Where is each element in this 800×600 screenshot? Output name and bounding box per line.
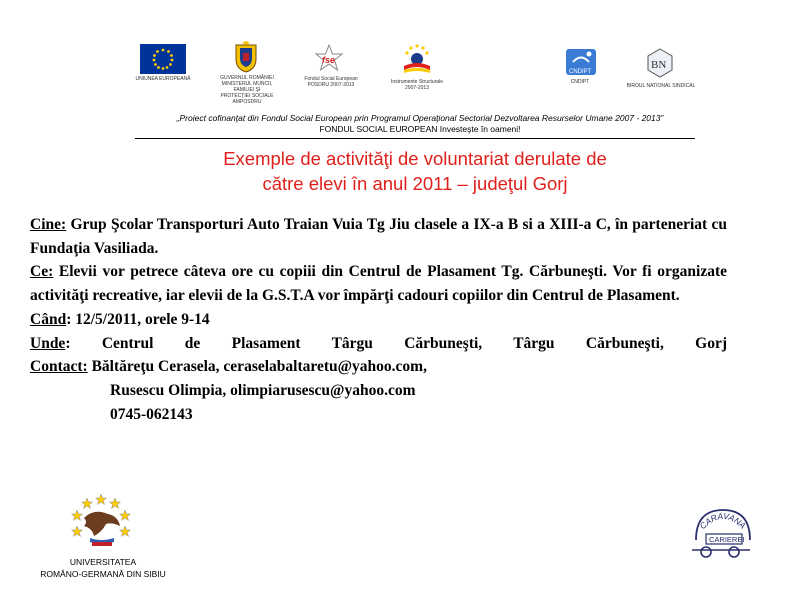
fse-caption: Fondul Social European POSDRU 2007-2013 [304, 76, 358, 88]
svg-text:CNDIPT: CNDIPT [569, 69, 592, 75]
header-divider [135, 138, 695, 139]
ce-paragraph [30, 260, 727, 307]
cine-text: Grup Şcolar Transporturi Auto Traian Vuia Tg Jiu clasele a IX-a B si a XIII-a C, în parteneriat cu Fundaţia Vasiliada. [30, 216, 727, 257]
caravana-top-text: CARAVANA [697, 510, 748, 532]
caravana-carierei-logo [688, 500, 758, 564]
unde-text: : Centrul de Plasament Târgu Cărbuneşti, Târgu Cărbuneşti, Gorj [65, 334, 727, 352]
cand-paragraph [30, 308, 727, 332]
title-line-1: Exemple de activităţi de voluntariat derulate de [223, 148, 607, 169]
unde-paragraph [30, 332, 727, 356]
funding-statement [130, 113, 710, 135]
eu-flag-caption: UNIUNEA EUROPEANĂ [135, 76, 191, 82]
cndipt-caption: CNDIPT [570, 79, 590, 85]
instrumente-structurale-logo [400, 42, 434, 76]
cand-text: : 12/5/2011, orele 9-14 [66, 310, 210, 328]
svg-text:BN: BN [651, 59, 667, 71]
caravana-bottom-text: CARIEREI [709, 535, 745, 544]
cine-paragraph [30, 213, 727, 260]
funding-line-2: FONDUL SOCIAL EUROPEAN Investeşte în oameni! [319, 124, 521, 134]
contact-paragraph [30, 355, 727, 379]
ce-label: Ce: [30, 263, 54, 281]
contact-line-2: Rusescu Olimpia, olimpiarusescu@yahoo.com [110, 381, 416, 399]
contact-line-1: Băltăreţu Cerasela, ceraselabaltaretu@yahoo.com, [87, 358, 427, 376]
funding-line-1: „Proiect cofinanţat din Fondul Social European prin Programul Operaţional Sectorial Dezvoltarea Resurselor Umane 2007 - 2013” [176, 113, 664, 123]
university-line-2: ROMÂNO-GERMANĂ DIN SIBIU [40, 569, 166, 579]
ce-text: Elevii vor petrece câteva ore cu copiii din Centrul de Plasament Tg. Cărbuneşti. Vor fi organizate activităţi recreative, iar elevii de la G.S.T.A vor împărţi cadouri copiilor din Centrul de Plasament. [30, 263, 727, 305]
biroul-national-sindical-logo [645, 48, 675, 78]
activity-details [30, 213, 727, 426]
unde-label: Unde [30, 334, 66, 352]
biroul-national-sindical-caption: BIROUL NATIONAL SINDICAL [626, 83, 696, 89]
contact-label: Contact: [30, 358, 88, 376]
contact-line-3: 0745-062143 [110, 405, 193, 423]
title-line-2: către elevi în anul 2011 – judeţul Gorj [262, 173, 568, 194]
university-line-1: UNIVERSITATEA [69, 557, 137, 567]
romania-coat-of-arms-caption: GUVERNUL ROMÂNIEI MINISTERUL MUNCII, FAMILIEI ŞI PROTECŢIEI SOCIALE AMPOSDRU [220, 75, 274, 105]
fse-logo [314, 44, 344, 72]
cand-label: Când [30, 310, 67, 328]
university-name [28, 556, 178, 580]
cine-label: Cine: [30, 216, 67, 233]
cndipt-logo [565, 48, 597, 76]
romania-coat-of-arms-logo [234, 41, 258, 73]
svg-text:fse: fse [322, 55, 336, 65]
instrumente-structurale-caption: Instrumente Structurale 2007-2013 [391, 79, 443, 91]
eu-flag-logo [140, 44, 186, 74]
university-logo [68, 492, 134, 554]
page-title [115, 146, 715, 196]
